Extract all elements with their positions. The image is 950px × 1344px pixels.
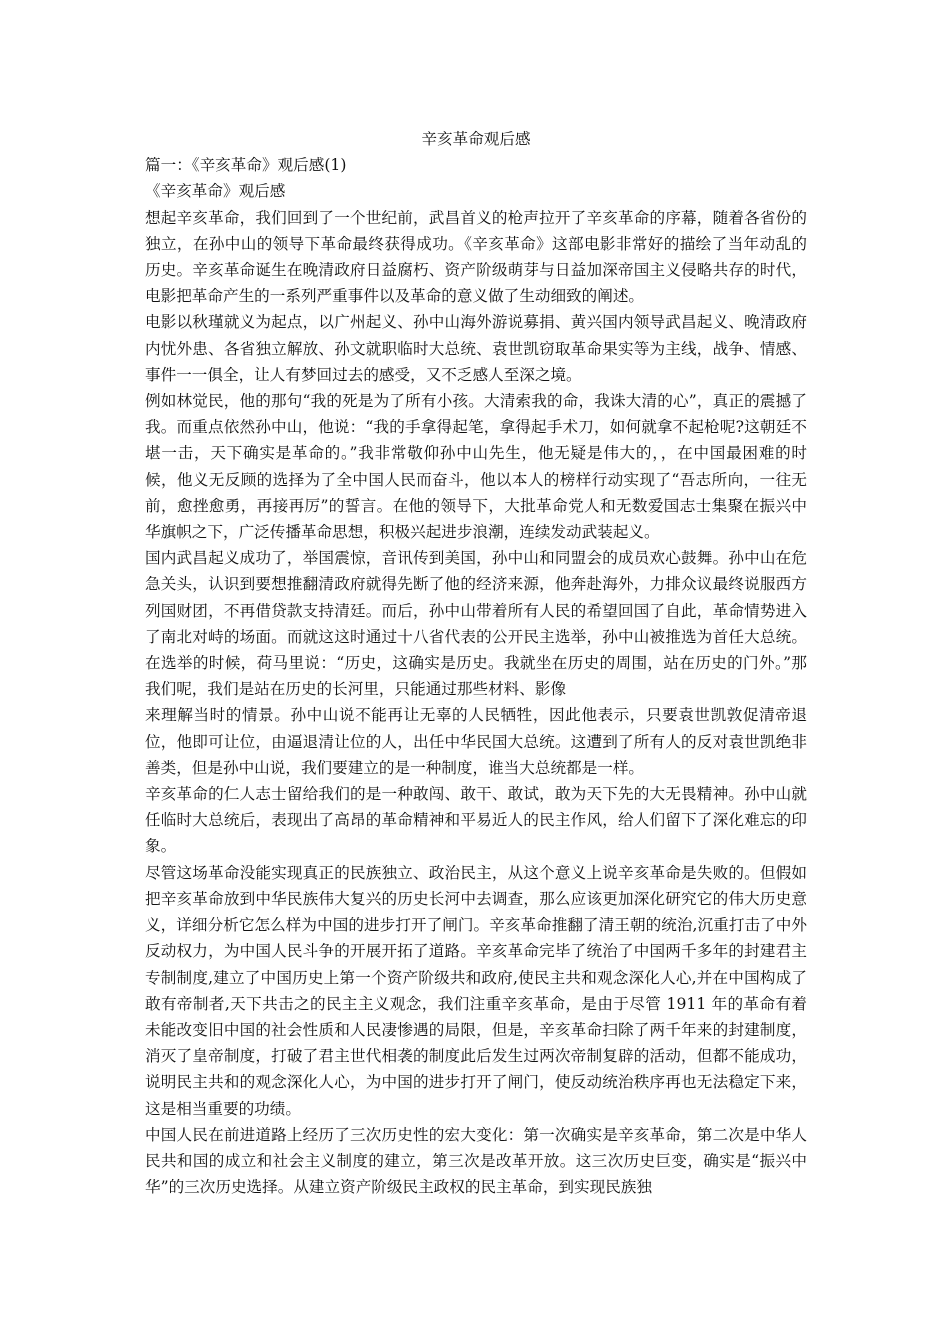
section-heading: 篇一：《辛亥革命》观后感(1) [145, 156, 347, 175]
paragraph-4: 国内武昌起义成功了，举国震惊，音讯传到美国，孙中山和同盟会的成员欢心鼓舞。孙中山在危急关头，认识到要想推翻清政府就得先断了他的经济来源，他奔赴海外，力排众议最终说服西方列国财团，不再借贷款支持清廷。而后，孙中山带着所有人民的希望回国了自此，革命情势进入了南北对峙的场面。而就这这时通过十八省代表的公开民主选举，孙中山被推选为首任大总统。在选举的时候，荷马里说：“历史，这确实是历史。我就坐在历史的周围，站在历史的门外。”那我们呢，我们是站在历史的长河里，只能通过那些材料、影像 [145, 549, 807, 699]
paragraph-3: 例如林觉民，他的那句“我的死是为了所有小孩。大清索我的命，我诛大清的心”，真正的震撼了我。而重点依然孙中山，他说：“我的手拿得起笔，拿得起手术刀，如何就拿不起枪呢?这朝廷不堪一击，天下确实是革命的。”我非常敬仰孙中山先生，他无疑是伟大的，，在中国最困难的时候，他义无反顾的选择为了全中国人民而奋斗，他以本人的榜样行动实现了“吾志所向，一往无前，愈挫愈勇，再接再厉”的誓言。在他的领导下，大批革命党人和无数爱国志士集聚在振兴中华旗帜之下，广泛传播革命思想，积极兴起进步浪潮，连续发动武装起义。 [145, 392, 807, 542]
document-title: 辛亥革命观后感 [421, 130, 531, 148]
paragraph-5: 来理解当时的情景。孙中山说不能再让无辜的人民牺牲，因此他表示，只要袁世凯敦促清帝退位，他即可让位，由逼退清让位的人，出任中华民国大总统。这遭到了所有人的反对袁世凯绝非善类，但是孙中山说，我们要建立的是一种制度，谁当大总统都是一样。 [145, 706, 807, 777]
paragraph-1: 想起辛亥革命，我们回到了一个世纪前，武昌首义的枪声拉开了辛亥革命的序幕，随着各省份的独立，在孙中山的领导下革命最终获得成功。《辛亥革命》这部电影非常好的描绘了当年动乱的历史。辛亥革命诞生在晚清政府日益腐朽、资产阶级萌芽与日益加深帝国主义侵略共存的时代，电影把革命产生的一系列严重事件以及革命的意义做了生动细致的阐述。 [145, 208, 807, 306]
document-page [145, 126, 807, 1200]
paragraph-7: 尽管这场革命没能实现真正的民族独立、政治民主，从这个意义上说辛亥革命是失败的。但假如把辛亥革命放到中华民族伟大复兴的历史长河中去调查，那么应该更加深化研究它的伟大历史意义，详细分析它怎么样为中国的进步打开了闸门。辛亥革命推翻了清王朝的统治,沉重打击了中外反动权力，为中国人民斗争的开展开拓了道路。辛亥革命完毕了统治了中国两千多年的封建君主专制制度,建立了中国历史上第一个资产阶级共和政府,使民主共和观念深化人心,并在中国构成了敢有帝制者,天下共击之的民主主义观念，我们注重辛亥革命，是由于尽管 1911 年的革命有着未能改变旧中国的社会性质和人民凄惨遇的局限，但是，辛亥革命扫除了两千年来的封建制度，消灭了皇帝制度，打破了君主世代相袭的制度此后发生过两次帝制复辟的活动，但都不能成功，说明民主共和的观念深化人心，为中国的进步打开了闸门，使反动统治秩序再也无法稳定下来，这是相当重要的功绩。 [145, 863, 807, 1118]
paragraph-8: 中国人民在前进道路上经历了三次历史性的宏大变化：第一次确实是辛亥革命，第二次是中华人民共和国的成立和社会主义制度的建立，第三次是改革开放。这三次历史巨变，确实是“振兴中华”的三次历史选择。从建立资产阶级民主政权的民主革命，到实现民族独 [145, 1125, 807, 1197]
paragraph-2: 电影以秋瑾就义为起点，以广州起义、孙中山海外游说募捐、黄兴国内领导武昌起义、晚清政府内忧外患、各省独立解放、孙文就职临时大总统、袁世凯窃取革命果实等为主线，战争、情感、事件一一俱全，让人有梦回过去的感受，又不乏感人至深之境。 [145, 313, 807, 384]
sub-heading: 《辛亥革命》观后感 [145, 182, 286, 201]
paragraph-6: 辛亥革命的仁人志士留给我们的是一种敢闯、敢干、敢试，敢为天下先的大无畏精神。孙中山就任临时大总统后，表现出了高昂的革命精神和平易近人的民主作风，给人们留下了深化难忘的印象。 [145, 785, 807, 856]
